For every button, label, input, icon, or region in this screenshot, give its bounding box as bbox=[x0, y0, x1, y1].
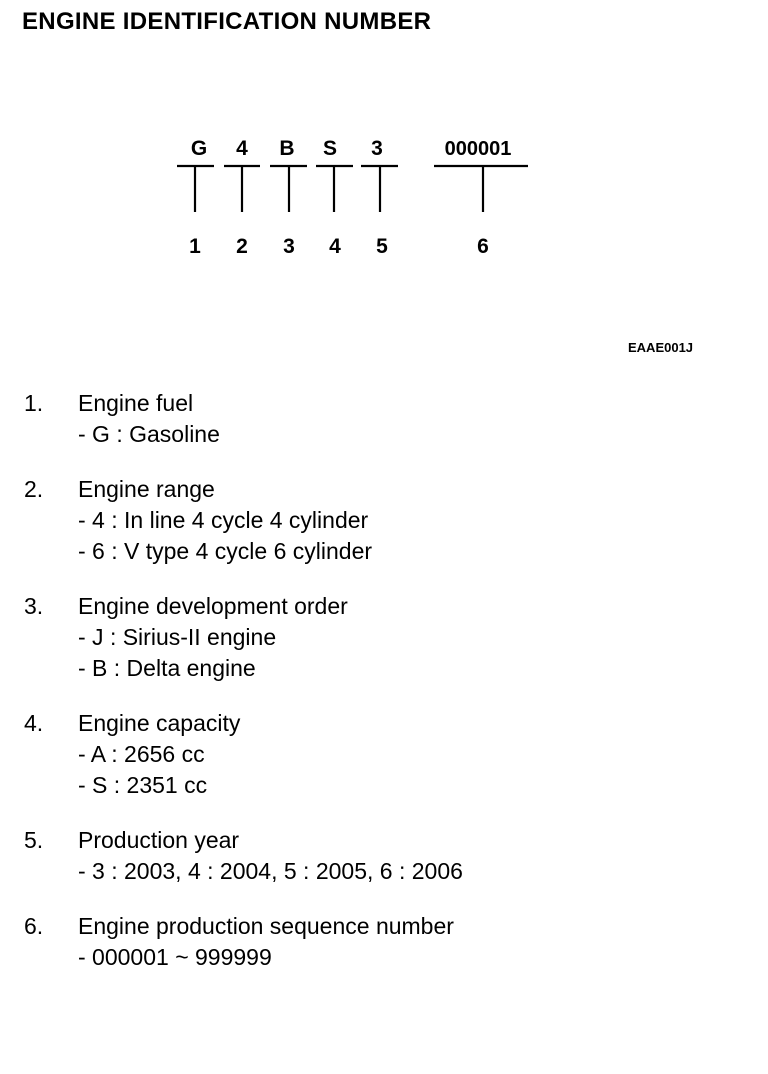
item-detail: - G : Gasoline bbox=[78, 421, 220, 447]
item-heading: Engine production sequence number bbox=[78, 913, 454, 939]
list-item bbox=[24, 474, 744, 567]
position-number-4: 4 bbox=[329, 235, 341, 258]
list-item bbox=[24, 911, 744, 973]
item-number: 1. bbox=[24, 390, 44, 416]
item-detail: - 000001 ~ 999999 bbox=[78, 944, 272, 970]
item-list bbox=[24, 388, 744, 997]
item-heading: Engine development order bbox=[78, 593, 348, 619]
code-char-2: 4 bbox=[236, 137, 248, 160]
item-heading: Engine range bbox=[78, 476, 215, 502]
reference-code: EAAE001J bbox=[628, 340, 694, 355]
item-heading: Production year bbox=[78, 827, 240, 853]
item-number: 2. bbox=[24, 476, 44, 502]
item-detail: - A : 2656 cc bbox=[78, 741, 205, 767]
code-char-3: B bbox=[279, 137, 295, 160]
item-number: 4. bbox=[24, 710, 44, 736]
list-item bbox=[24, 825, 744, 887]
position-number-1: 1 bbox=[189, 235, 201, 258]
item-number: 5. bbox=[24, 827, 44, 853]
item-detail: - J : Sirius-II engine bbox=[78, 624, 277, 650]
item-detail: - S : 2351 cc bbox=[78, 772, 208, 798]
code-char-4: S bbox=[322, 137, 338, 160]
list-item bbox=[24, 708, 744, 801]
item-number: 6. bbox=[24, 913, 44, 939]
code-char-6: 000001 bbox=[444, 138, 512, 160]
item-detail: - 3 : 2003, 4 : 2004, 5 : 2005, 6 : 2006 bbox=[78, 858, 463, 884]
position-number-5: 5 bbox=[376, 235, 388, 258]
position-number-3: 3 bbox=[283, 235, 295, 258]
item-detail: - 4 : In line 4 cycle 4 cylinder bbox=[78, 507, 369, 533]
position-number-6: 6 bbox=[477, 235, 489, 258]
page-title: ENGINE IDENTIFICATION NUMBER bbox=[22, 8, 432, 35]
item-heading: Engine capacity bbox=[78, 710, 241, 736]
item-detail: - B : Delta engine bbox=[78, 655, 256, 681]
list-item bbox=[24, 388, 744, 450]
item-heading: Engine fuel bbox=[78, 390, 194, 416]
item-number: 3. bbox=[24, 593, 44, 619]
item-detail: - 6 : V type 4 cycle 6 cylinder bbox=[78, 538, 373, 564]
list-item bbox=[24, 591, 744, 684]
marker-lines bbox=[177, 166, 528, 212]
code-char-5: 3 bbox=[371, 137, 383, 160]
code-char-1: G bbox=[190, 137, 208, 160]
engine-number-diagram bbox=[0, 0, 768, 270]
position-number-2: 2 bbox=[236, 235, 248, 258]
